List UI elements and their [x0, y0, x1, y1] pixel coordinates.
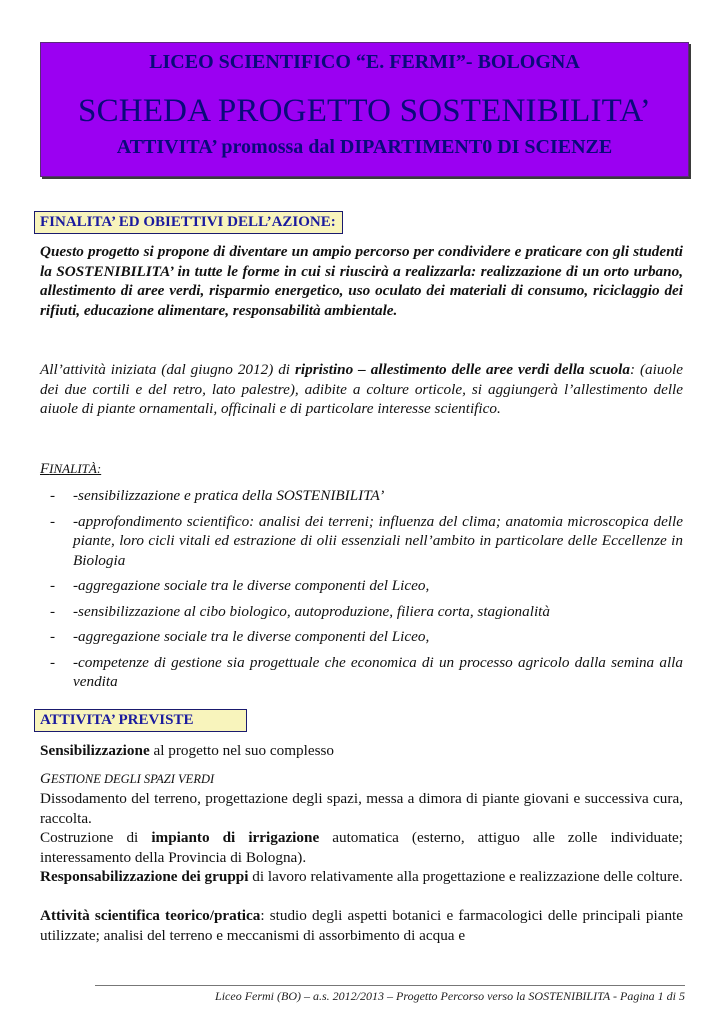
paragraph-aree-verdi-b: ripristino – allestimento delle aree verdi della scuola	[294, 361, 630, 378]
paragraph-aree-verdi-a: All’attività iniziata (dal giugno 2012) di	[40, 361, 295, 378]
list-item-text: -approfondimento scientifico: analisi dei terreni; influenza del clima; anatomia microscopica delle piante, loro cicli vitali ed estrazione di olii essenziali nell’ambito in particolare delle Eccellenze in Biologia	[73, 512, 683, 569]
sensibilizzazione-rest: al progetto nel suo complesso	[149, 742, 335, 759]
intro-paragraph: Questo progetto si propone di diventare un ampio percorso per condividere e praticare con gli studenti la SOSTENIBILITA’ in tutte le forme in cui si riuscirà a realizzarla: realizzazione di un orto urbano, allestimento di aree verdi, risparmio energetico, uso oculato dei materiali di consumo, riciclaggio dei rifiuti, educazione alimentare, responsabilità ambientale.	[40, 243, 683, 319]
list-item	[40, 653, 683, 692]
bullet-dash: -	[50, 577, 56, 594]
bullet-dash: -	[50, 653, 56, 671]
scientifica-a: Attività scientifica teorico/pratica	[40, 907, 261, 924]
paragraph-gruppi	[40, 867, 683, 887]
page-title: SCHEDA PROGETTO SOSTENIBILITA’	[78, 93, 651, 129]
list-item	[40, 576, 683, 596]
list-item	[40, 602, 683, 622]
sensibilizzazione-bold: Sensibilizzazione	[40, 742, 150, 759]
list-item-text: -competenze di gestione sia progettuale che economica di un processo agricolo dalla semina alla vendita	[73, 653, 683, 690]
page-subtitle: ATTIVITA’ promossa dal DIPARTIMENT0 DI SCIENZE	[116, 136, 613, 158]
paragraph-aree-verdi	[40, 360, 683, 419]
finalita-heading-rest: INALITÀ:	[49, 461, 102, 476]
list-item-text: -sensibilizzazione al cibo biologico, autoproduzione, filiera corta, stagionalità	[73, 602, 550, 620]
paragraph-aree-verdi-c: : (aiuole dei due cortili e del retro, lato palestre), adibite a colture orticole, si aggiungerà l’allestimento delle aiuole di piante ornamentali, officinali e di particolare interesse scientifico.	[40, 361, 683, 417]
bullet-dash: -	[50, 487, 56, 504]
paragraph-irrigazione	[40, 828, 683, 867]
gestione-heading-cap: G	[40, 771, 51, 787]
header-banner	[40, 42, 689, 177]
sensibilizzazione-line	[40, 741, 683, 761]
list-item	[40, 627, 683, 647]
list-item	[40, 512, 683, 571]
finalita-heading-cap: F	[40, 461, 50, 477]
bullet-dash: -	[50, 602, 56, 620]
bullet-dash: -	[50, 512, 56, 530]
footer-divider	[95, 985, 685, 986]
finalita-list	[40, 486, 683, 698]
list-item	[40, 486, 683, 506]
section-label-attivita: ATTIVITA’ PREVISTE	[34, 709, 247, 732]
scientifica-b: : studio degli aspetti botanici e farmacologici delle principali piante utilizzate; analisi del terreno e meccanismi di assorbimento di acqua e	[40, 907, 683, 944]
irrigazione-a: Costruzione di	[40, 829, 152, 846]
section-label-finalita: FINALITA’ ED OBIETTIVI DELL’AZIONE:	[34, 211, 343, 234]
gruppi-b: di lavoro relativamente alla progettazione e realizzazione delle colture.	[248, 868, 683, 885]
page-footer: Liceo Fermi (BO) – a.s. 2012/2013 – Progetto Percorso verso la SOSTENIBILITA - Pagina 1 di 5	[215, 989, 685, 1003]
irrigazione-b: impianto di irrigazione	[151, 829, 320, 846]
paragraph-dissodamento: Dissodamento del terreno, progettazione degli spazi, messa a dimora di piante giovani e successiva cura, raccolta.	[40, 790, 683, 827]
irrigazione-c: automatica (esterno, attiguo alle zolle individuate; interessamento della Provincia di Bologna).	[40, 829, 684, 866]
gruppi-a: Responsabilizzazione dei gruppi	[40, 868, 249, 885]
gestione-heading-rest: ESTIONE DEGLI SPAZI VERDI	[50, 772, 215, 786]
finalita-heading	[40, 461, 101, 478]
school-name: LICEO SCIENTIFICO “E. FERMI”- BOLOGNA	[149, 51, 580, 73]
bullet-dash: -	[50, 628, 56, 645]
list-item-text: -aggregazione sociale tra le diverse componenti del Liceo,	[73, 577, 430, 594]
paragraph-attivita-scientifica	[40, 906, 683, 945]
list-item-text: -sensibilizzazione e pratica della SOSTENIBILITA’	[73, 487, 385, 504]
gestione-heading	[40, 771, 214, 788]
list-item-text: -aggregazione sociale tra le diverse componenti del Liceo,	[73, 628, 430, 645]
